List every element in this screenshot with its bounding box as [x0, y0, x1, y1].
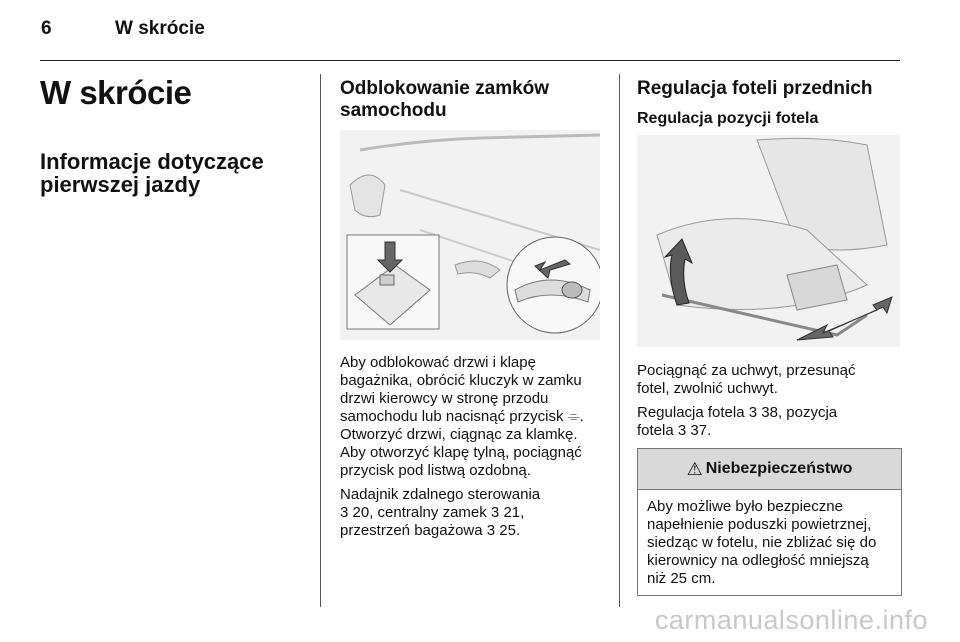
unlock-button-symbol: ⌯. [567, 408, 584, 425]
section-title-line1: Informacje dotyczące [40, 149, 264, 174]
unlock-line: przycisk pod listwą ozdobną. [340, 462, 531, 479]
unlock-heading-line1: Odblokowanie zamków [340, 78, 550, 99]
chapter-title: W skrócie [40, 74, 192, 111]
column-divider-left [320, 74, 321, 607]
column-divider-right [619, 74, 620, 607]
seat-adjust-illustration [637, 135, 900, 347]
seat-instruction-line: fotel, zwolnić uchwyt. [637, 380, 778, 397]
page-ref-link[interactable]: 25. [499, 522, 521, 539]
warning-line: siedząc w fotelu, nie zbliżać się do [647, 534, 877, 551]
seat-instruction-line: Pociągnąć za uchwyt, przesunąć [637, 362, 856, 379]
warning-line: Aby możliwe było bezpieczne [647, 498, 843, 515]
unlock-heading-line2: samochodu [340, 100, 447, 121]
unlock-line: Aby otworzyć klapę tylną, pociągnąć [340, 444, 582, 461]
page-ref-text: przestrzeń bagażowa [340, 522, 483, 539]
car-unlock-illustration [340, 130, 600, 340]
warning-line: niż 25 cm. [647, 570, 716, 587]
page-ref-arrow-icon: 3 [490, 504, 500, 521]
seat-body [637, 362, 900, 446]
warning-line: kierownicy na odległość mniejszą [647, 552, 869, 569]
page-ref-link[interactable]: 21, [503, 504, 525, 521]
page-ref-text: fotela [637, 422, 674, 439]
remote-reference-intro: Nadajnik zdalnego sterowania [340, 486, 541, 503]
page-ref-link[interactable]: 37. [690, 422, 712, 439]
unlock-line: Otworzyć drzwi, ciągnąc za klamkę. [340, 426, 578, 443]
unlock-paragraph [340, 354, 615, 480]
page-header [41, 18, 205, 40]
unlock-line: Aby odblokować drzwi i klapę [340, 354, 536, 371]
unlock-body [340, 354, 615, 546]
section-title-line2: pierwszej jazdy [40, 172, 201, 197]
danger-warning-box [637, 448, 902, 596]
page-ref-arrow-icon: 3 [677, 422, 687, 439]
seat-position-subheading: Regulacja pozycji fotela [637, 110, 819, 127]
running-section-title: W skrócie [115, 18, 205, 39]
warning-title: Niebezpieczeństwo [705, 460, 853, 477]
seat-instruction [637, 362, 900, 398]
page-ref-arrow-icon: 3 [748, 404, 758, 421]
warning-body [638, 490, 901, 588]
seat-references [637, 404, 900, 440]
unlock-line: bagażnika, obrócić kluczyk w zamku [340, 372, 582, 389]
unlock-line: samochodu lub nacisnąć przycisk [340, 408, 564, 425]
warning-line: napełnienie poduszki powietrznej, [647, 516, 872, 533]
page-number: 6 [41, 18, 52, 39]
unlock-line: drzwi kierowcy w stronę przodu [340, 390, 549, 407]
seats-heading: Regulacja foteli przednich [637, 78, 873, 99]
unlock-heading [340, 78, 549, 122]
warning-header [638, 449, 901, 490]
page-ref-link[interactable]: 38, pozycja [761, 404, 838, 421]
page-ref-text: Regulacja fotela [637, 404, 745, 421]
remote-reference-paragraph [340, 486, 615, 540]
watermark: carmanualsonline.info [654, 605, 928, 635]
page-ref-arrow-icon: 3 [486, 522, 496, 539]
page-ref-link[interactable]: 20, centralny zamek [352, 504, 487, 521]
warning-triangle-icon: ⚠ [686, 458, 703, 479]
header-rule [40, 60, 900, 61]
page-ref-arrow-icon: 3 [340, 504, 349, 521]
